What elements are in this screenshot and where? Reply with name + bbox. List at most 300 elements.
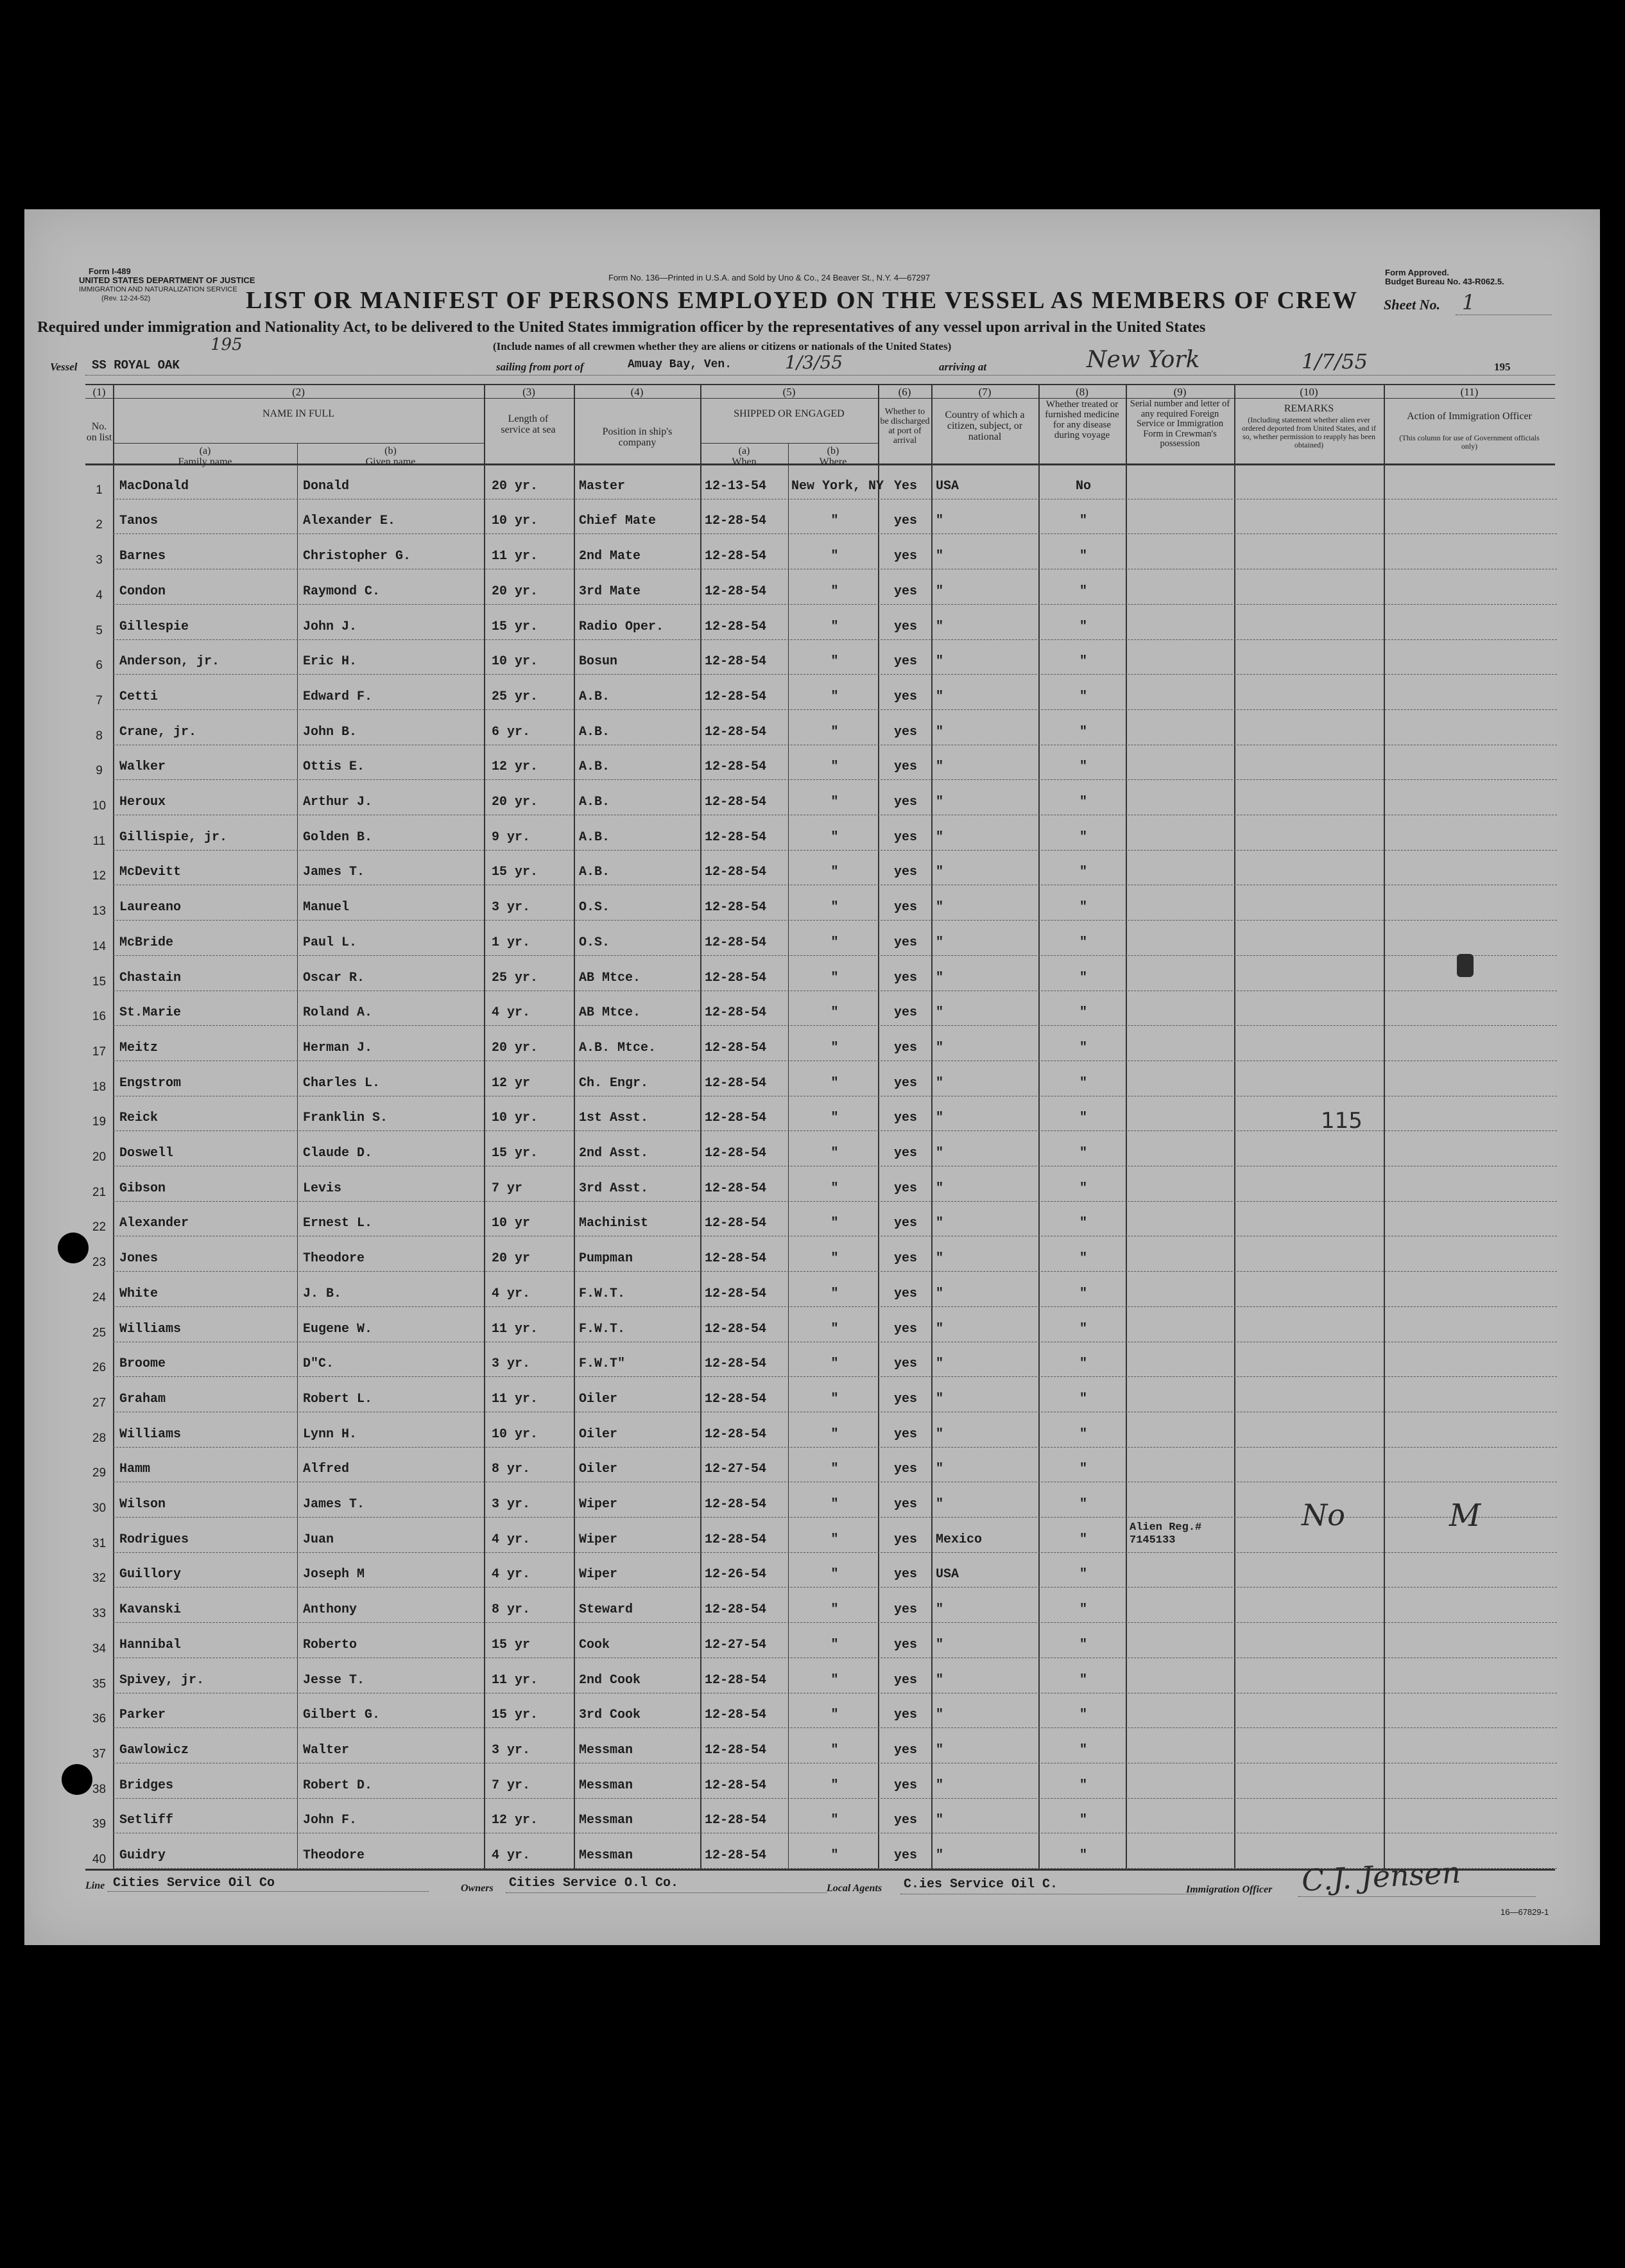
col-divider xyxy=(931,384,933,1869)
row-number: 18 xyxy=(92,1080,107,1094)
discharged: yes xyxy=(893,1462,917,1477)
discharged: yes xyxy=(893,689,917,704)
country: " xyxy=(936,619,944,634)
row-rule xyxy=(113,1587,1557,1588)
shipped-when: 12-28-54 xyxy=(705,935,767,950)
position: Messman xyxy=(579,1742,633,1758)
col-header-name: NAME IN FULL xyxy=(262,408,334,419)
service-length: 3 yr. xyxy=(492,900,531,915)
country: " xyxy=(936,1602,944,1618)
shipped-when: 12-26-54 xyxy=(705,1567,767,1582)
position: Messman xyxy=(579,1778,633,1793)
shipped-where: " xyxy=(830,654,839,670)
discharged: Yes xyxy=(893,478,917,494)
family-name: Wilson xyxy=(119,1497,166,1512)
country: " xyxy=(936,1321,944,1337)
shipped-when: 12-28-54 xyxy=(705,1391,767,1407)
country: " xyxy=(936,1356,944,1372)
shipped-where: " xyxy=(830,1251,839,1267)
form-number: Form I-489 xyxy=(89,266,131,276)
shipped-where: New York, NY xyxy=(791,478,884,494)
row-number: 40 xyxy=(92,1853,107,1866)
row-number: 34 xyxy=(92,1641,107,1656)
colnum-8: (8) xyxy=(1076,386,1088,398)
row-number: 29 xyxy=(92,1466,107,1480)
service-length: 6 yr. xyxy=(492,724,531,740)
discharged: yes xyxy=(893,1181,917,1196)
medicine: " xyxy=(1079,584,1087,599)
colnum-4: (4) xyxy=(630,386,644,398)
discharged: yes xyxy=(893,1532,917,1547)
position: O.S. xyxy=(579,900,610,915)
medicine: No xyxy=(1075,478,1091,494)
position: Cook xyxy=(579,1637,610,1652)
family-name: Jones xyxy=(119,1251,159,1267)
country: " xyxy=(936,829,944,845)
family-name: Kavanski xyxy=(119,1602,182,1618)
row-number: 36 xyxy=(92,1712,107,1726)
discharged: yes xyxy=(893,1075,917,1091)
given-name: Oscar R. xyxy=(303,970,365,985)
given-name: Alfred xyxy=(303,1462,350,1477)
row-number: 16 xyxy=(92,1010,107,1024)
given-name: D"C. xyxy=(303,1356,334,1372)
row-number: 14 xyxy=(92,939,107,953)
given-name: Golden B. xyxy=(303,829,373,845)
owners-value: Cities Service O.l Co. xyxy=(509,1876,679,1891)
col-header-serial: Serial number and letter of any required Foreign Service or Immigration Form in Crewman's possession xyxy=(1130,399,1230,449)
shipped-where: " xyxy=(830,619,839,634)
shipped-when: 12-28-54 xyxy=(705,619,767,634)
family-name: Walker xyxy=(119,759,166,775)
position: A.B. xyxy=(579,865,610,880)
row-number: 6 xyxy=(96,659,103,673)
given-name: Theodore xyxy=(303,1848,365,1863)
row-rule xyxy=(113,1727,1557,1728)
shipped-where: " xyxy=(830,1146,839,1161)
position: Radio Oper. xyxy=(579,619,664,634)
given-name: Raymond C. xyxy=(303,584,381,599)
given-name: Edward F. xyxy=(303,689,373,704)
family-name: Williams xyxy=(119,1426,182,1442)
shipped-when: 12-27-54 xyxy=(705,1637,767,1652)
shipped-where: " xyxy=(830,689,839,704)
given-name: Franklin S. xyxy=(303,1111,388,1126)
medicine: " xyxy=(1079,1848,1087,1863)
shipped-when: 12-28-54 xyxy=(705,1040,767,1055)
discharged: yes xyxy=(893,1391,917,1407)
shipped-where: " xyxy=(830,1181,839,1196)
country: " xyxy=(936,689,944,704)
shipped-where: " xyxy=(830,1356,839,1372)
service-length: 10 yr. xyxy=(492,654,538,670)
family-name: Cetti xyxy=(119,689,159,704)
family-name: Laureano xyxy=(119,900,182,915)
col-header-position: Position in ship's company xyxy=(602,426,673,448)
discharged: yes xyxy=(893,1286,917,1301)
shipped-where: " xyxy=(830,935,839,950)
family-name: Guillory xyxy=(119,1567,182,1582)
given-name: Christopher G. xyxy=(303,549,411,564)
shipped-where: " xyxy=(830,1321,839,1337)
row-rule xyxy=(113,1025,1557,1026)
ink-smudge xyxy=(1457,954,1474,977)
medicine: " xyxy=(1079,1146,1087,1161)
country: Mexico xyxy=(936,1532,983,1547)
given-name: Eric H. xyxy=(303,654,357,670)
service-length: 4 yr. xyxy=(492,1532,531,1547)
discharged: yes xyxy=(893,865,917,880)
row-rule xyxy=(113,1060,1557,1061)
discharged: yes xyxy=(893,1637,917,1652)
service-length: 12 yr xyxy=(492,1075,531,1091)
line-underline xyxy=(108,1891,429,1892)
service-length: 4 yr. xyxy=(492,1567,531,1582)
shipped-when: 12-27-54 xyxy=(705,1462,767,1477)
voyage-underline xyxy=(85,375,1555,376)
shipped-when: 12-28-54 xyxy=(705,900,767,915)
row-number: 1 xyxy=(96,483,103,497)
officer-underline xyxy=(1298,1896,1536,1897)
position: F.W.T. xyxy=(579,1286,626,1301)
medicine: " xyxy=(1079,970,1087,985)
medicine: " xyxy=(1079,1356,1087,1372)
shipped-subrule xyxy=(700,443,878,444)
row-rule xyxy=(113,1271,1557,1272)
medicine: " xyxy=(1079,1462,1087,1477)
medicine: " xyxy=(1079,1567,1087,1582)
shipped-when: 12-28-54 xyxy=(705,1848,767,1863)
row-number: 32 xyxy=(92,1571,107,1586)
discharged: yes xyxy=(893,1778,917,1793)
serial-number: Alien Reg.# 7145133 xyxy=(1130,1521,1202,1546)
row-number: 37 xyxy=(92,1747,107,1761)
given-name: Ottis E. xyxy=(303,759,365,775)
colnum-3: (3) xyxy=(522,386,535,398)
row-number: 12 xyxy=(92,869,107,883)
shipped-where: " xyxy=(830,1637,839,1652)
col-header-discharged: Whether to be discharged at port of arrival xyxy=(880,407,930,446)
colnum-1: (1) xyxy=(92,386,106,398)
given-name: Robert L. xyxy=(303,1391,373,1407)
shipped-where: " xyxy=(830,865,839,880)
shipped-where: " xyxy=(830,1672,839,1688)
family-name: Bridges xyxy=(119,1778,174,1793)
country: " xyxy=(936,1708,944,1723)
medicine: " xyxy=(1079,1391,1087,1407)
arriving-label: arriving at xyxy=(939,361,987,373)
shipped-where: " xyxy=(830,1567,839,1582)
medicine: " xyxy=(1079,1672,1087,1688)
discharged: yes xyxy=(893,1040,917,1055)
row-number: 2 xyxy=(96,518,103,532)
position: 2nd Mate xyxy=(579,549,641,564)
service-length: 4 yr. xyxy=(492,1848,531,1863)
row-number: 39 xyxy=(92,1817,107,1831)
shipped-where: " xyxy=(830,1391,839,1407)
shipped-where: " xyxy=(830,1286,839,1301)
discharged: yes xyxy=(893,1708,917,1723)
shipped-when: 12-28-54 xyxy=(705,1742,767,1758)
discharged: yes xyxy=(893,1742,917,1758)
col-header-remarks-note: (Including statement whether alien ever ordered deported from United States, and if so, whether permission to reapply has been obtained) xyxy=(1242,415,1376,449)
country: " xyxy=(936,514,944,529)
family-name: Barnes xyxy=(119,549,166,564)
shipped-where: " xyxy=(830,1462,839,1477)
service-length: 11 yr. xyxy=(492,1672,538,1688)
row-rule xyxy=(113,1376,1557,1377)
discharged: yes xyxy=(893,1813,917,1828)
shipped-where: " xyxy=(830,584,839,599)
position: AB Mtce. xyxy=(579,970,641,985)
position: O.S. xyxy=(579,935,610,950)
row-number: 9 xyxy=(96,764,103,778)
col-header-action-note: (This column for use of Government officials only) xyxy=(1399,433,1540,451)
given-name: Charles L. xyxy=(303,1075,381,1091)
country: " xyxy=(936,1146,944,1161)
given-name: James T. xyxy=(303,865,365,880)
row-number: 10 xyxy=(92,799,107,813)
vessel-handwritten: 195 xyxy=(211,335,243,354)
shipped-where: " xyxy=(830,1005,839,1021)
subtitle: Required under immigration and Nationality Act, to be delivered to the United States immigration officer by the representatives of any vessel upon arrival in the United States xyxy=(37,318,1206,336)
col-divider xyxy=(1038,384,1040,1869)
country: " xyxy=(936,654,944,670)
service-length: 20 yr. xyxy=(492,478,538,494)
position: A.B. xyxy=(579,724,610,740)
row-rule xyxy=(113,779,1557,780)
given-name: Anthony xyxy=(303,1602,357,1618)
medicine: " xyxy=(1079,1040,1087,1055)
medicine: " xyxy=(1079,1005,1087,1021)
family-name: Gibson xyxy=(119,1181,166,1196)
medicine: " xyxy=(1079,1181,1087,1196)
family-name: White xyxy=(119,1286,159,1301)
medicine: " xyxy=(1079,829,1087,845)
country: " xyxy=(936,795,944,809)
position: Master xyxy=(579,478,626,494)
medicine: " xyxy=(1079,865,1087,880)
country: " xyxy=(936,759,944,775)
colnum-11: (11) xyxy=(1460,386,1479,398)
shipped-where: " xyxy=(830,1778,839,1793)
medicine: " xyxy=(1079,1321,1087,1337)
service-length: 12 yr. xyxy=(492,759,538,775)
service-length: 7 yr. xyxy=(492,1778,531,1793)
family-name: Hamm xyxy=(119,1462,151,1477)
shipped-when: 12-28-54 xyxy=(705,1181,767,1196)
service-length: 7 yr xyxy=(492,1181,523,1196)
binder-hole xyxy=(58,1233,89,1263)
service-length: 11 yr. xyxy=(492,1321,538,1337)
shipped-when: 12-28-54 xyxy=(705,1708,767,1723)
family-name: Broome xyxy=(119,1356,166,1372)
col-divider xyxy=(484,384,485,1869)
given-name: Gilbert G. xyxy=(303,1708,381,1723)
row-rule xyxy=(113,1798,1557,1799)
row-number: 17 xyxy=(92,1044,107,1059)
country: " xyxy=(936,1637,944,1652)
shipped-when: 12-28-54 xyxy=(705,1111,767,1126)
row-number: 24 xyxy=(92,1290,107,1304)
service-length: 25 yr. xyxy=(492,970,538,985)
service-length: 9 yr. xyxy=(492,829,531,845)
country: " xyxy=(936,865,944,880)
row-rule xyxy=(113,955,1557,956)
row-number: 8 xyxy=(96,729,103,743)
discharged: yes xyxy=(893,900,917,915)
shipped-where: " xyxy=(830,1426,839,1442)
country: " xyxy=(936,1497,944,1512)
row-number: 27 xyxy=(92,1396,107,1410)
medicine: " xyxy=(1079,1742,1087,1758)
given-name: Herman J. xyxy=(303,1040,373,1055)
row-number: 7 xyxy=(96,693,103,707)
country: " xyxy=(936,1813,944,1828)
approval: Form Approved. xyxy=(1385,268,1449,277)
position: Wiper xyxy=(579,1567,618,1582)
discharged: yes xyxy=(893,1356,917,1372)
col-header-country: Country of which a citizen, subject, or national xyxy=(945,410,1025,442)
colnum-2: (2) xyxy=(292,386,305,398)
discharged: yes xyxy=(893,1216,917,1231)
family-name: Heroux xyxy=(119,795,166,809)
medicine: " xyxy=(1079,795,1087,809)
col-divider xyxy=(297,443,298,1869)
row-rule xyxy=(113,1447,1557,1448)
budget: Budget Bureau No. 43-R062.5. xyxy=(1385,277,1504,286)
position: AB Mtce. xyxy=(579,1005,641,1021)
position: Messman xyxy=(579,1813,633,1828)
officer-label: Immigration Officer xyxy=(1186,1884,1273,1895)
medicine: " xyxy=(1079,1111,1087,1126)
family-name: MacDonald xyxy=(119,478,189,494)
row-rule xyxy=(113,850,1557,851)
row-rule xyxy=(113,1306,1557,1307)
vessel-label: Vessel xyxy=(50,361,78,373)
service-length: 20 yr. xyxy=(492,1040,538,1055)
sheet-value: 1 xyxy=(1462,290,1475,315)
medicine: " xyxy=(1079,759,1087,775)
medicine: " xyxy=(1079,514,1087,529)
discharged: yes xyxy=(893,1426,917,1442)
colnum-6: (6) xyxy=(898,386,911,398)
family-name: Hannibal xyxy=(119,1637,182,1652)
service-length: 8 yr. xyxy=(492,1462,531,1477)
position: Bosun xyxy=(579,654,618,670)
shipped-when: 12-28-54 xyxy=(705,724,767,740)
shipped-when: 12-28-54 xyxy=(705,1813,767,1828)
country: USA xyxy=(936,478,959,494)
service-length: 1 yr. xyxy=(492,935,531,950)
country: " xyxy=(936,1075,944,1091)
line-label: Line xyxy=(85,1880,105,1891)
country: " xyxy=(936,970,944,985)
row-number: 19 xyxy=(92,1115,107,1129)
officer-signature: C.J. Jensen xyxy=(1300,1855,1462,1898)
discharged: yes xyxy=(893,759,917,775)
include-note: (Include names of all crewmen whether they are aliens or citizens or nationals of the United States) xyxy=(493,340,952,352)
shipped-where: " xyxy=(830,1848,839,1863)
country: " xyxy=(936,1181,944,1196)
agency: UNITED STATES DEPARTMENT OF JUSTICE xyxy=(79,275,255,285)
col-divider xyxy=(574,384,575,1869)
given-name: Levis xyxy=(303,1181,342,1196)
service-length: 10 yr. xyxy=(492,1111,538,1126)
service-length: 10 yr xyxy=(492,1216,531,1231)
row31-action: M xyxy=(1449,1498,1481,1534)
name-subrule xyxy=(113,443,484,444)
given-name: Robert D. xyxy=(303,1778,373,1793)
family-name: Crane, jr. xyxy=(119,724,197,740)
discharged: yes xyxy=(893,1567,917,1582)
family-name: Doswell xyxy=(119,1146,174,1161)
col-header-when: (a) When xyxy=(732,446,757,467)
position: 2nd Cook xyxy=(579,1672,641,1688)
service-length: 15 yr. xyxy=(492,619,538,634)
position: 3rd Mate xyxy=(579,584,641,599)
country: " xyxy=(936,935,944,950)
year-suffix: 195 xyxy=(1494,361,1511,373)
position: Ch. Engr. xyxy=(579,1075,649,1091)
shipped-when: 12-28-54 xyxy=(705,1426,767,1442)
family-name: Williams xyxy=(119,1321,182,1337)
shipped-when: 12-28-54 xyxy=(705,1778,767,1793)
table-top-rule xyxy=(85,384,1555,385)
shipped-where: " xyxy=(830,1040,839,1055)
sheet-label: Sheet No. xyxy=(1384,297,1440,313)
given-name: Roberto xyxy=(303,1637,357,1652)
row-number: 15 xyxy=(92,974,107,989)
given-name: Claude D. xyxy=(303,1146,373,1161)
col-divider xyxy=(788,443,789,1869)
country: " xyxy=(936,1672,944,1688)
page-title: LIST OR MANIFEST OF PERSONS EMPLOYED ON THE VESSEL AS MEMBERS OF CREW xyxy=(246,287,1358,314)
binder-hole xyxy=(62,1764,92,1795)
service-length: 11 yr. xyxy=(492,549,538,564)
row-number: 3 xyxy=(96,553,103,567)
row-number: 5 xyxy=(96,623,103,637)
discharged: yes xyxy=(893,584,917,599)
family-name: McDevitt xyxy=(119,865,182,880)
position: Oiler xyxy=(579,1462,618,1477)
family-name: Chastain xyxy=(119,970,182,985)
country: " xyxy=(936,1216,944,1231)
family-name: Parker xyxy=(119,1708,166,1723)
country: " xyxy=(936,1286,944,1301)
family-name: Graham xyxy=(119,1391,166,1407)
given-name: Lynn H. xyxy=(303,1426,357,1442)
country: " xyxy=(936,1742,944,1758)
position: Wiper xyxy=(579,1532,618,1547)
shipped-when: 12-28-54 xyxy=(705,1532,767,1547)
row-rule xyxy=(113,533,1557,534)
row-number: 30 xyxy=(92,1502,107,1515)
discharged: yes xyxy=(893,654,917,670)
row-number: 35 xyxy=(92,1677,107,1691)
shipped-when: 12-28-54 xyxy=(705,795,767,809)
row-number: 28 xyxy=(92,1431,107,1445)
country: " xyxy=(936,1040,944,1055)
col-divider xyxy=(113,384,114,1869)
given-name: Theodore xyxy=(303,1251,365,1267)
service-length: 4 yr. xyxy=(492,1005,531,1021)
position: Wiper xyxy=(579,1497,618,1512)
row-rule xyxy=(113,920,1557,921)
discharged: yes xyxy=(893,1251,917,1267)
shipped-when: 12-28-54 xyxy=(705,689,767,704)
given-name: John F. xyxy=(303,1813,357,1828)
